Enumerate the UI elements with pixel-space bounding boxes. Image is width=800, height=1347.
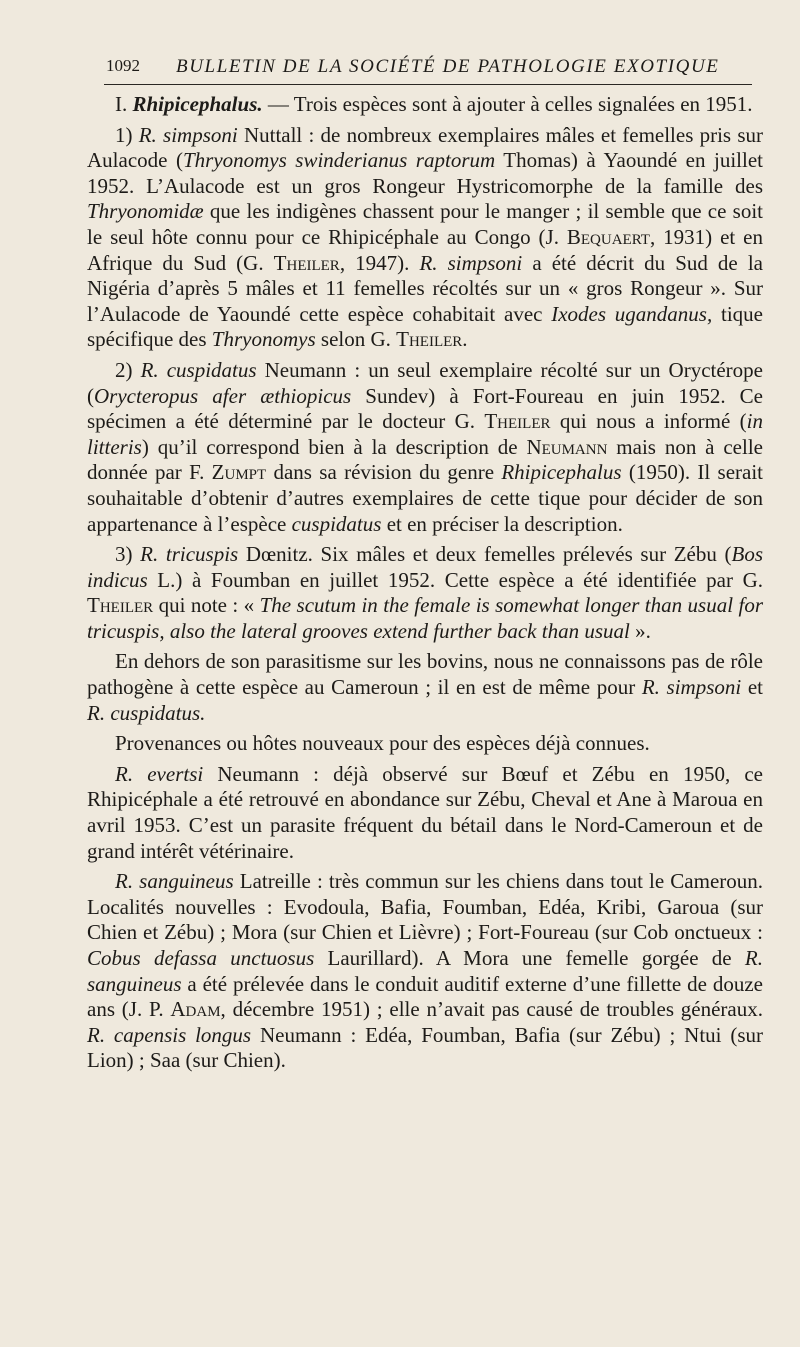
- item-number: 1): [115, 122, 139, 147]
- author-name: Theiler: [396, 327, 463, 352]
- text-run: L.) à Foumban en juillet 1952. Cette espèce a été identifiée par G.: [147, 567, 763, 592]
- author-name: Theiler: [484, 409, 551, 434]
- family-name: Thryonomidæ: [87, 199, 204, 224]
- text-run: qui note : «: [153, 593, 260, 618]
- paragraph-cuspidatus: [87, 358, 763, 537]
- text-run: Latreille : très commun sur les chiens dans tout le Cameroun. Localités nouvelles : Evodoula, Bafia, Foumban, Edéa, Kribi, Garoua (sur Chien et Zébu) ; Mora (sur Chien et Lièvre) ; Fort-Foureau (sur Cob onctueux :: [87, 869, 764, 945]
- genus-name: Rhipicephalus: [501, 460, 622, 485]
- text-run: et en préciser la description.: [381, 511, 623, 536]
- text-run: Nuttall : de nombreux exemplaires mâles et femelles pris sur Aulacode (: [87, 122, 763, 173]
- text-run: selon G.: [315, 327, 397, 352]
- host-latin-name: Thryonomys swinderianus raptorum: [182, 148, 496, 173]
- paragraph-simpsoni: [87, 123, 763, 353]
- species-name: cuspidatus: [291, 511, 382, 536]
- section-number: I.: [115, 92, 128, 116]
- species-name: R. simpsoni: [419, 250, 523, 275]
- intro-text: — Trois espèces sont à ajouter à celles signalées en 1951.: [262, 92, 753, 116]
- text-run: , 1931) et en Afrique du Sud (G.: [87, 224, 763, 275]
- item-number: 2): [115, 357, 141, 382]
- text-run: Thomas) à Yaoundé en juillet 1952. L’Aulacode est un gros Rongeur Hystricomorphe de la famille des: [87, 148, 763, 198]
- species-name: R. capensis longus: [87, 1022, 252, 1047]
- text-run: tique spécifique des: [87, 301, 763, 352]
- text-run: a été prélevée dans le conduit auditif externe d’une fillette de douze ans (J. P.: [87, 971, 763, 1022]
- text-run: Neumann : Edéa, Foumban, Bafia (sur Zébu) ; Ntui (sur Lion) ; Saa (sur Chien).: [87, 1022, 763, 1073]
- text-run: Sundev) à Fort-Foureau en juin 1952. Ce spécimen a été déterminé par le docteur G.: [87, 383, 763, 434]
- species-name: R. tricuspis: [140, 542, 239, 567]
- species-name: R. evertsi: [115, 761, 204, 786]
- species-name: R. simpsoni: [641, 675, 742, 700]
- text-run: que les indigènes chassent pour le manger ; il semble que ce soit le seul hôte connu pour ce Rhipicéphale au Congo (J.: [87, 199, 763, 249]
- paragraph-parasitism: [87, 649, 763, 726]
- text-run: Laurillard). A Mora une femelle gorgée de: [314, 946, 745, 970]
- host-latin-name: Cobus defassa unctuosus: [87, 946, 315, 970]
- provenances-heading: Provenances ou hôtes nouveaux pour des espèces déjà connues.: [115, 731, 650, 756]
- running-title: BULLETIN DE LA SOCIÉTÉ DE PATHOLOGIE EXOTIQUE: [176, 56, 720, 77]
- text-run: Dœnitz. Six mâles et deux femelles prélevés sur Zébu (: [238, 542, 732, 567]
- species-name: R. cuspidatus: [140, 357, 257, 382]
- header-rule: [104, 84, 752, 85]
- text-run: qui nous a informé (: [550, 409, 747, 434]
- host-latin-name: Bos indicus: [87, 542, 764, 592]
- text-run: En dehors de son parasitisme sur les bovins, nous ne connaissons pas de rôle pathogène à cette espèce au Cameroun ; il en est de même pour: [87, 649, 763, 700]
- genus-name: Thryonomys: [211, 327, 316, 352]
- text-run: ) qu’il correspond bien à la description de: [141, 434, 527, 459]
- paragraph-intro: [87, 92, 763, 118]
- text-run: ».: [629, 618, 651, 643]
- text-run: (1950). Il serait souhaitable d’obtenir d’autres exemplaires de cette tique pour décider de son appartenance à l’espèce: [87, 460, 764, 536]
- text-run: a été décrit du Sud de la Nigéria d’après 5 mâles et 11 femelles récoltés sur un « gros Rongeur ». Sur l’Aulacode de Yaoundé cette espèce cohabitait avec: [87, 250, 763, 326]
- text-run: mais non à celle donnée par F.: [87, 434, 763, 485]
- author-name: Adam: [170, 997, 221, 1022]
- author-name: Theiler: [273, 250, 340, 275]
- text-run: dans sa révision du genre: [266, 460, 502, 485]
- author-name: Zumpt: [211, 460, 267, 485]
- latin-phrase: in litteris: [87, 409, 763, 459]
- text-run: et: [741, 675, 764, 700]
- item-number: 3): [115, 542, 141, 567]
- paragraph-tricuspis: [87, 542, 763, 644]
- page-header: [92, 52, 752, 84]
- page-number: 1092: [106, 56, 140, 75]
- text-run: , 1947).: [339, 250, 420, 275]
- author-name: Bequaert: [566, 224, 650, 249]
- species-name: R. cuspidatus.: [87, 700, 206, 725]
- genus-heading: Rhipicephalus.: [132, 92, 263, 116]
- text-run: .: [462, 327, 468, 352]
- species-name: R. sanguineus: [87, 946, 763, 996]
- english-quote: The scutum in the female is somewhat longer than usual for tricuspis, also the lateral grooves extend further back than usual: [87, 593, 763, 643]
- body-text: [87, 92, 763, 1079]
- host-latin-name: Orycteropus afer æthiopicus: [94, 383, 352, 408]
- text-run: , décembre 1951) ; elle n’avait pas causé de troubles généraux.: [220, 997, 763, 1022]
- species-name: Ixodes ugandanus,: [551, 301, 713, 326]
- text-run: Neumann : un seul exemplaire récolté sur un Oryctérope (: [87, 357, 763, 408]
- paragraph-evertsi: [87, 762, 763, 864]
- species-name: R. sanguineus: [115, 869, 234, 894]
- text-run: Neumann : déjà observé sur Bœuf et Zébu en 1950, ce Rhipicéphale a été retrouvé en abondance sur Zébu, Cheval et Ane à Maroua en avril 1953. C’est un parasite fréquent du bétail dans le Nord-Cameroun et de grand intérêt vétérinaire.: [87, 761, 764, 863]
- author-name: Neumann: [526, 434, 608, 459]
- paragraph-sanguineus: [87, 869, 763, 1074]
- species-name: R. simpsoni: [138, 122, 238, 147]
- author-name: Theiler: [87, 593, 154, 618]
